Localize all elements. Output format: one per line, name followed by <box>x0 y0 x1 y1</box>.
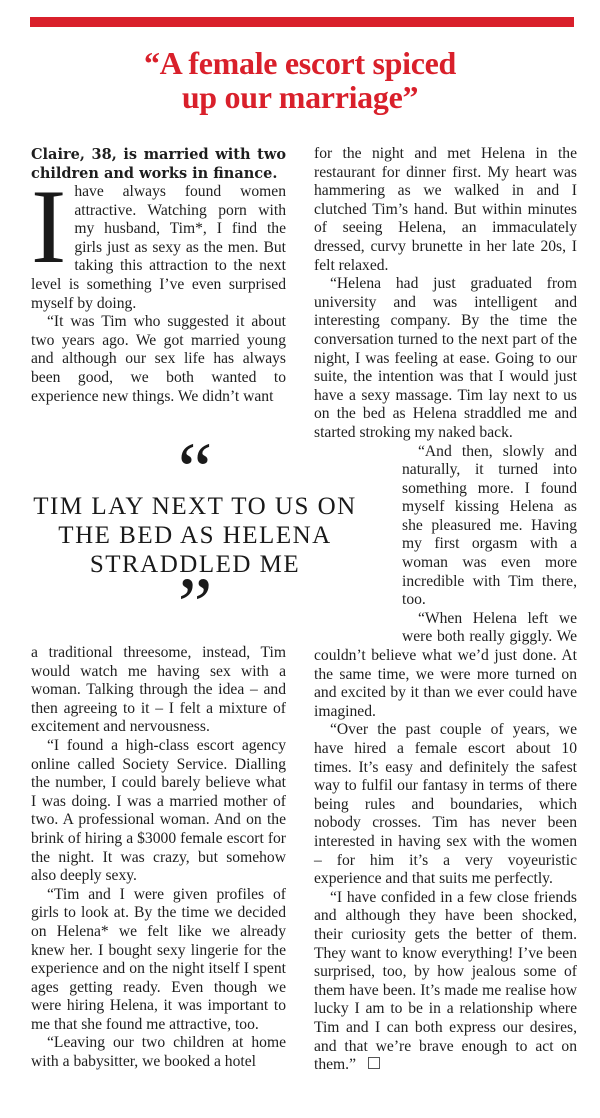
pull-quote-line: STRADDLED ME <box>89 551 301 578</box>
left-column-top <box>31 145 286 406</box>
headline-line-1: “A female escort spiced <box>143 45 457 81</box>
headline <box>0 46 600 114</box>
article-paragraph: “And then, slowly and naturally, it turned into something more. I found myself kissing Helena as she pleasured me. Having my first orgasm with a woman was even more incredible with Tim there, too. <box>402 442 577 609</box>
article-paragraph <box>314 889 577 1075</box>
end-mark-icon <box>368 1057 380 1069</box>
article-paragraph: “It was Tim who suggested it about two years ago. We got married young and although our sex life has always been good, we both wanted to experience new things. We didn’t want <box>31 313 286 405</box>
article-paragraph-text: “I have confided in a few close friends and although they have been shocked, their curiosity gets the better of them. They want to know everything! I’ve been surprised, too, by how jealous some of them have been. It’s made me realise how lucky I am to be in a relationship where Tim and I can both express our desires, and that we’re brave enough to act on them.” <box>314 888 577 1074</box>
article-paragraph-text: have always found women attractive. Watching porn with my husband, Tim*, I find the girls just as sexy as the men. But taking this attraction to the next level is something I’ve even surprised myself by doing. <box>31 183 286 312</box>
article-paragraph: “Helena had just graduated from university and was intelligent and interesting company. By the time the conversation turned to the next part of the night, I was feeling at ease. Going to our suite, the intention was that I would just have a sexy massage. Tim lay next to us on the bed as Helena straddled me and started stroking my naked back. <box>314 275 577 441</box>
article-paragraph: “When Helena left we were both really giggly. We couldn’t believe what we’d just done. At the same time, we were more turned on and excited by it than we ever could have imagined. <box>314 609 577 720</box>
article-paragraph: “I found a high-class escort agency online called Society Service. Dialling the number, I could barely believe what I was doing. I was a married mother of two. A professional woman. And on the brink of hiring a $3000 female escort for the night. It was crazy, but somehow also deeply sexy. <box>31 736 286 885</box>
left-column-bottom <box>31 644 286 1072</box>
pull-quote-line: THE BED AS HELENA <box>58 522 332 549</box>
close-quote-mark: ” <box>177 561 213 648</box>
article-paragraph <box>31 168 286 313</box>
drop-cap: I <box>31 168 67 285</box>
article-paragraph: “Tim and I were given profiles of girls to look at. By the time we decided on Helena* we felt like we already knew her. I bought sexy lingerie for the experience and on the night itself I spent ages getting ready. Even though we were hiring Helena, it was important to me that she found me attractive, too. <box>31 885 286 1033</box>
headline-line-2: up our marriage” <box>181 79 419 115</box>
article-paragraph: “Over the past couple of years, we have hired a female escort about 10 times. It’s easy and definitely the safest way to fulfil our fantasy in terms of there being rules and boundaries, which nobody crosses. Tim has never been interested in having sex with the women – for him it’s a very voyeuristic experience and that suits me perfectly. <box>314 721 577 888</box>
article-paragraph: “Leaving our two children at home with a babysitter, we booked a hotel <box>31 1034 286 1071</box>
pull-quote-wrap-space <box>314 444 402 640</box>
article-paragraph: a traditional threesome, instead, Tim would watch me having sex with a woman. Talking through the idea – and then agreeing to it – I felt a mixture of excitement and nervousness. <box>31 644 286 736</box>
pull-quote-line: TIM LAY NEXT TO US ON <box>33 493 357 520</box>
right-column <box>314 145 577 1075</box>
top-accent-bar <box>30 17 574 27</box>
standfirst: Claire, 38, is married with two children and works in finance. <box>31 146 286 182</box>
article-paragraph: for the night and met Helena in the restaurant for dinner first. My heart was hammering as we walked in and I clutched Tim’s hand. But within minutes of seeing Helena, an immaculately dressed, curvy brunette in her late 20s, I felt relaxed. <box>314 145 577 274</box>
open-quote-mark: “ <box>177 426 213 513</box>
